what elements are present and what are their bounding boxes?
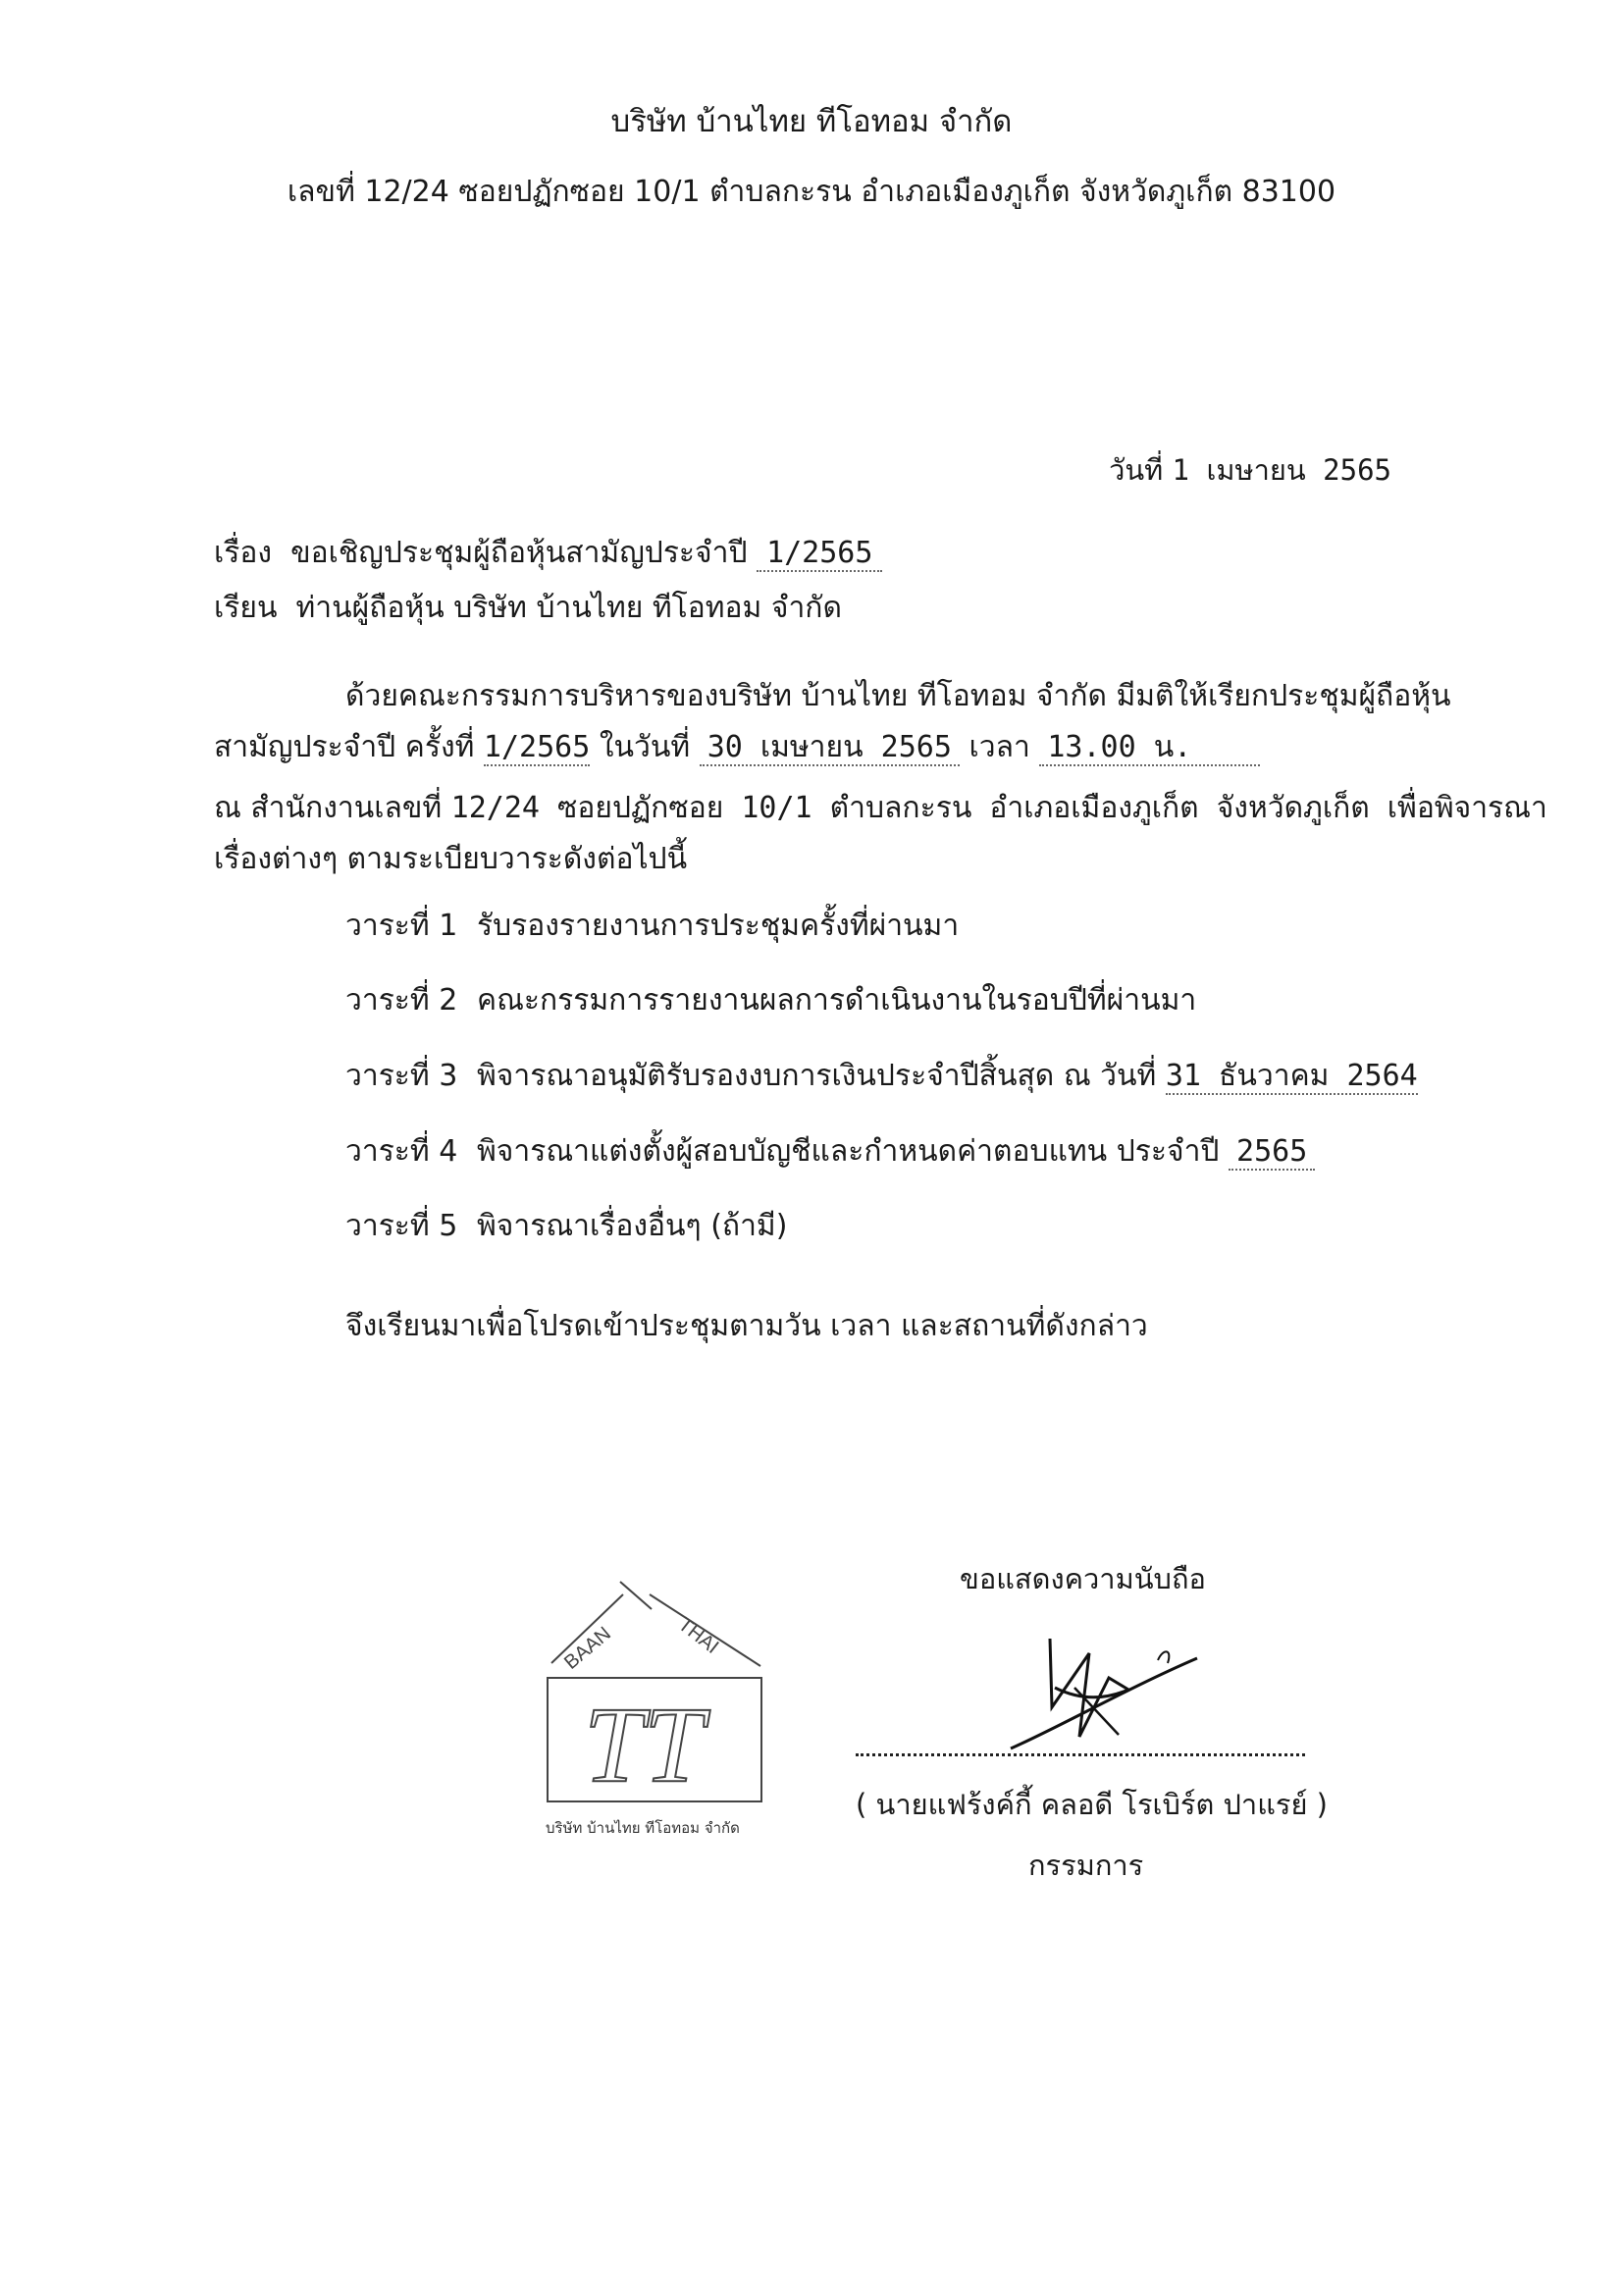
- agenda-label: วาระที่ 1: [345, 909, 458, 943]
- subject-line: [214, 530, 882, 576]
- signature-line: [856, 1753, 1305, 1756]
- meeting-date: 30 เมษายน 2565: [700, 730, 960, 766]
- agenda-item: [345, 1053, 1418, 1099]
- meeting-time-label: เวลา: [969, 730, 1030, 764]
- letter-date: [1109, 447, 1391, 493]
- body-paragraph-1-line-2: [214, 724, 1260, 770]
- agenda-item: [345, 977, 1196, 1023]
- agenda-label: วาระที่ 3: [345, 1059, 458, 1093]
- meeting-date-label: ในวันที่: [599, 730, 691, 764]
- regards-text: ขอแสดงความนับถือ: [960, 1562, 1206, 1595]
- recipient-label: เรียน: [214, 591, 278, 625]
- logo-caption: บริษัท บ้านไทย ทีโอทอม จำกัด: [546, 1819, 740, 1837]
- subject-label: เรื่อง: [214, 536, 273, 570]
- closing-sentence: จึงเรียนมาเพื่อโปรดเข้าประชุมตามวัน เวลา และสถานที่ดังกล่าว: [345, 1309, 1148, 1343]
- agenda-item: [345, 903, 959, 949]
- agenda-value: 31 ธันวาคม 2564: [1165, 1059, 1418, 1093]
- date-value: 1 เมษายน 2565: [1172, 453, 1391, 487]
- agenda-text: พิจารณาอนุมัติรับรองงบการเงินประจำปีสิ้นสุด ณ วันที่: [477, 1059, 1157, 1093]
- meeting-intro: สามัญประจำปี ครั้งที่: [214, 730, 475, 764]
- company-logo-stamp: [530, 1580, 785, 1815]
- agenda-label: วาระที่ 4: [345, 1134, 458, 1169]
- meeting-time: 13.00 น.: [1039, 730, 1260, 766]
- subject-text: ขอเชิญประชุมผู้ถือหุ้นสามัญประจำปี: [290, 536, 748, 570]
- body-paragraph-2-line-1: [214, 785, 1547, 831]
- body-paragraph-1-line-1: ด้วยคณะกรรมการบริหารของบริษัท บ้านไทย ทีโอทอม จำกัด มีมติให้เรียกประชุมผู้ถือหุ้น: [345, 679, 1451, 713]
- venue-label: ณ สำนักงานเลขที่: [214, 791, 443, 825]
- recipient-line: [214, 585, 842, 631]
- logo-word-left: BAAN: [560, 1622, 615, 1674]
- agenda-item: [345, 1203, 787, 1249]
- logo-word-right: THAI: [673, 1613, 723, 1658]
- agenda-label: วาระที่ 2: [345, 983, 458, 1018]
- date-label: วันที่: [1109, 453, 1164, 487]
- subject-value: 1/2565: [757, 536, 882, 572]
- handwritten-signature: [981, 1619, 1236, 1756]
- logo-mark: TT: [584, 1685, 705, 1804]
- agenda-text: คณะกรรมการรายงานผลการดำเนินงานในรอบปีที่ผ่านมา: [477, 983, 1197, 1018]
- agenda-item: [345, 1128, 1315, 1174]
- recipient-text: ท่านผู้ถือหุ้น บริษัท บ้านไทย ทีโอทอม จำกัด: [295, 591, 842, 625]
- body-paragraph-2-line-2: เรื่องต่างๆ ตามระเบียบวาระดังต่อไปนี้: [214, 842, 688, 876]
- agenda-text: รับรองรายงานการประชุมครั้งที่ผ่านมา: [477, 909, 960, 943]
- agenda-label: วาระที่ 5: [345, 1209, 458, 1243]
- agenda-text: พิจารณาเรื่องอื่นๆ (ถ้ามี): [477, 1209, 788, 1243]
- signatory-name: ( นายแฟร้งค์กี้ คลอดี โรเบิร์ต ปาแรย์ ): [856, 1788, 1328, 1821]
- agenda-text: พิจารณาแต่งตั้งผู้สอบบัญชีและกำหนดค่าตอบแทน ประจำปี: [477, 1134, 1220, 1169]
- signatory-title: กรรมการ: [1028, 1849, 1144, 1882]
- company-name: บริษัท บ้านไทย ทีโอทอม จำกัด: [610, 104, 1013, 139]
- company-address: เลขที่ 12/24 ซอยปฏักซอย 10/1 ตำบลกะรน อำเภอเมืองภูเก็ต จังหวัดภูเก็ต 83100: [287, 175, 1336, 209]
- agenda-value: 2565: [1229, 1134, 1315, 1171]
- meeting-number: 1/2565: [483, 730, 591, 764]
- venue-address: 12/24 ซอยปฏักซอย 10/1 ตำบลกะรน อำเภอเมืองภูเก็ต จังหวัดภูเก็ต เพื่อพิจารณา: [450, 791, 1547, 825]
